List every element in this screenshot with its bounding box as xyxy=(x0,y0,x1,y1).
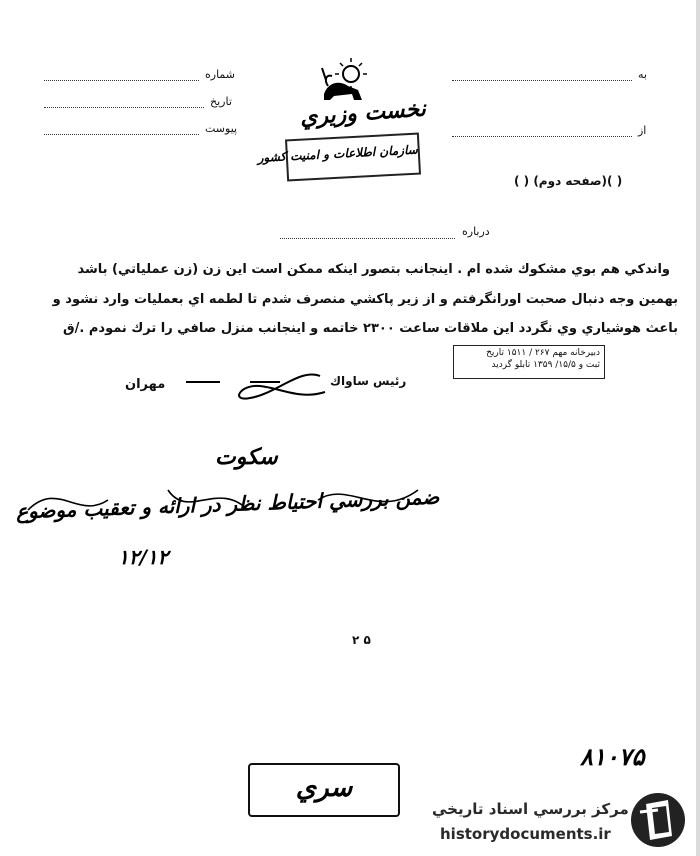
attachment-label: پيوست xyxy=(205,122,238,135)
date-label: تاريخ xyxy=(210,95,232,108)
signature-scribble xyxy=(180,364,330,408)
registry-stamp-line-2: ثبت و ۱۵/۵/ ۱۳۵۹ تابلو گرديد xyxy=(491,360,600,370)
signature-name: مهران xyxy=(125,377,166,392)
registry-stamp-line-1: دبيرخانه مهم ۲۶۷ / ۱۵۱۱ تاريخ xyxy=(486,348,600,358)
page-edge-shadow xyxy=(696,0,700,856)
lion-sun-emblem-icon xyxy=(318,56,368,102)
handwritten-note: ضمن بررسي احتياط نظر در ارائه و تعقيب موضوع xyxy=(15,484,440,524)
registry-stamp xyxy=(453,345,605,379)
organization-name: سازمان اطلاعات و امنيت كشور xyxy=(257,142,419,165)
handwritten-word: سكوت xyxy=(215,444,278,470)
handwritten-flourish xyxy=(15,470,440,530)
attachment-dots xyxy=(44,134,199,135)
body-line-1: واندكي هم بوي مشكوك شده ام . اينجانب بتصور اينكه ممكن است اين زن (زن عملياتي) باشد xyxy=(77,262,670,277)
secret-stamp xyxy=(248,763,400,817)
page-marker: ( )(صفحه دوم) ( ) xyxy=(514,174,623,188)
ministry-title: نخست وزيري xyxy=(299,95,427,131)
secret-stamp-text: سري xyxy=(295,773,353,803)
organization-stamp xyxy=(257,133,421,182)
watermark-url: historydocuments.ir xyxy=(440,825,611,843)
document-number: ۸۱۰۷۵ xyxy=(580,742,645,771)
number-dots xyxy=(44,80,199,81)
number-label: شماره xyxy=(205,68,236,81)
body-line-3: باعث هوشياري وي نگردد اين ملاقات ساعت ۲۳۰۰ خاتمه و اينجانب منزل صافي را ترك نمودم ./ق xyxy=(63,321,678,336)
from-label: از xyxy=(638,124,647,137)
date-dots xyxy=(44,107,204,108)
archive-logo-icon xyxy=(628,790,688,850)
from-dots xyxy=(452,136,632,137)
body-line-2: بهمين وجه دنبال صحبت اورانگرفتم و از زير پاكشي منصرف شدم تا لطمه اي بعمليات وارد نشود و xyxy=(52,292,678,307)
to-label: به xyxy=(638,68,647,81)
handwritten-date: ۱۲/۱۲ xyxy=(118,545,169,569)
watermark-org-name: مركز بررسي اسناد تاريخي xyxy=(432,800,629,818)
to-dots xyxy=(452,80,632,81)
mid-page-mark: ۲ ۵ xyxy=(352,633,371,647)
signature-title: رئيس ساواك xyxy=(330,374,407,388)
subject-dots xyxy=(280,238,455,239)
subject-label: درباره xyxy=(462,225,490,238)
